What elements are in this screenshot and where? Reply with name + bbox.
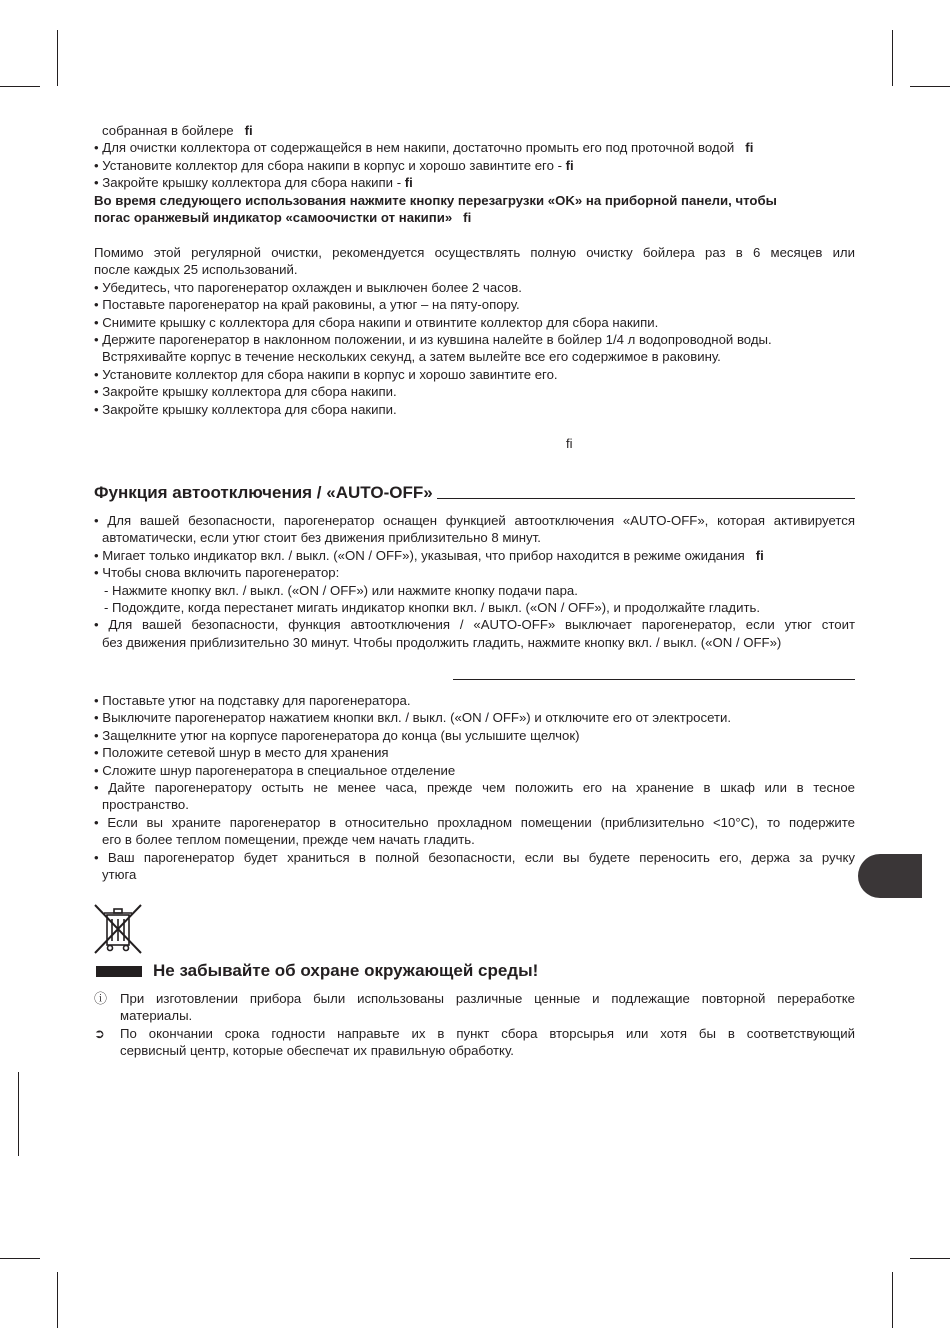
text-line: Во время следующего использования нажмите кнопку перезагрузки «OK» на приборной панели, чтобы bbox=[94, 192, 777, 208]
text-line: • Если вы храните парогенератор в относительно прохладном помещении (приблизительно <10°C), то подержите bbox=[94, 814, 855, 830]
text-line: • Снимите крышку с коллектора для сбора накипи и отвинтите коллектор для сбора накипи. bbox=[94, 314, 659, 330]
storage-heading-rule bbox=[453, 679, 855, 680]
environment-item bbox=[94, 990, 855, 1025]
text-line: • Закройте крышку коллектора для сбора накипи. bbox=[94, 401, 397, 417]
autooff-section bbox=[94, 512, 855, 651]
text-line: • Дайте парогенератору остыть не менее часа, прежде чем положить его на хранение в шкаф или в тесное bbox=[94, 780, 855, 796]
text-line: • Защелкните утюг на корпусе парогенератора до конца (вы услышите щелчок) bbox=[94, 727, 580, 743]
text-line: • Поставьте утюг на подставку для парогенератора. bbox=[94, 693, 411, 708]
text-line: автоматически, если утюг стоит без движения приблизительно 8 минут. bbox=[102, 530, 541, 546]
text-line: после каждых 25 использований. bbox=[94, 262, 298, 278]
step-icon-ref: fi bbox=[404, 175, 413, 191]
crop-mark bbox=[57, 30, 58, 86]
page-edge-tab bbox=[858, 854, 922, 898]
text-line: без движения приблизительно 30 минут. Чтобы продолжить гладить, нажмите кнопку вкл. / выкл. («ON / OFF») bbox=[102, 634, 782, 650]
crossed-out-bin-icon bbox=[93, 903, 143, 955]
text-line: сервисный центр, которые обеспечат их правильную обработку. bbox=[120, 1043, 514, 1059]
crop-mark bbox=[892, 30, 893, 86]
text-line bbox=[94, 139, 855, 156]
text-line: • Держите парогенератор в наклонном положении, и из кувшина налейте в бойлер 1/4 л водопроводной воды. bbox=[94, 332, 772, 348]
full-cleaning-section bbox=[94, 244, 855, 418]
crop-mark bbox=[0, 1258, 40, 1259]
text-line: • Установите коллектор для сбора накипи в корпус и хорошо завинтите его. bbox=[94, 366, 558, 382]
environment-item-text bbox=[120, 990, 855, 1025]
text-span: • Мигает только индикатор вкл. / выкл. («ON / OFF»), указывая, что прибор находится в режиме ожидания bbox=[94, 547, 745, 563]
text-line: его в более теплом помещении, прежде чем начать гладить. bbox=[102, 832, 475, 848]
text-line: пространство. bbox=[102, 797, 189, 813]
environment-item bbox=[94, 1025, 855, 1060]
text-span: погас оранжевый индикатор «самоочистки от накипи» bbox=[94, 210, 453, 226]
text-line: - Нажмите кнопку вкл. / выкл. («ON / OFF») или нажмите кнопку подачи пара. bbox=[104, 582, 578, 598]
autooff-heading-row bbox=[94, 483, 855, 503]
descaling-continued bbox=[94, 122, 855, 226]
text-line bbox=[94, 174, 855, 191]
text-line: • Поставьте парогенератор на край раковины, а утюг – на пяту-опору. bbox=[94, 297, 520, 313]
crop-mark bbox=[892, 1272, 893, 1328]
step-icon-ref: fi bbox=[463, 210, 472, 226]
text-line: материалы. bbox=[120, 1008, 193, 1024]
text-line bbox=[94, 157, 855, 174]
step-icon-ref: fi bbox=[755, 547, 764, 563]
text-span: • Закройте крышку коллектора для сбора накипи - bbox=[94, 175, 402, 191]
text-line: • Выключите парогенератор нажатием кнопки вкл. / выкл. («ON / OFF») и отключите его от электросети. bbox=[94, 710, 732, 726]
text-line bbox=[94, 122, 855, 139]
heading-rule bbox=[437, 498, 855, 499]
text-line: • Для вашей безопасности, функция автоотключения / «AUTO-OFF» выключает парогенератор, если утюг стоит bbox=[94, 617, 855, 633]
text-line: - Подождите, когда перестанет мигать индикатор кнопки вкл. / выкл. («ON / OFF»), и продолжайте гладить. bbox=[104, 600, 761, 616]
storage-section bbox=[94, 692, 855, 883]
text-line: • Убедитесь, что парогенератор охлажден и выключен более 2 часов. bbox=[94, 279, 522, 295]
heading-marker-bar bbox=[96, 966, 142, 977]
text-line: • Сложите шнур парогенератора в специальное отделение bbox=[94, 762, 456, 778]
info-circle-icon: ⓘ bbox=[94, 991, 108, 1006]
text-span: • Для очистки коллектора от содержащейся в нем накипи, достаточно промыть его под проточной водой bbox=[94, 140, 735, 156]
text-line bbox=[94, 209, 855, 226]
crop-mark bbox=[0, 86, 40, 87]
step-icon-ref: fi bbox=[745, 140, 754, 156]
section-heading: Функция автоотключения / «AUTO-OFF» bbox=[94, 483, 433, 502]
text-line: • Чтобы снова включить парогенератор: bbox=[94, 565, 340, 581]
step-icon-ref: fi bbox=[565, 157, 574, 173]
crop-mark bbox=[910, 1258, 950, 1259]
text-line: • Положите сетевой шнур в место для хранения bbox=[94, 745, 389, 761]
arrow-right-icon: ➲ bbox=[94, 1026, 105, 1041]
text-line: • Для вашей безопасности, парогенератор оснащен функцией автоотключения «AUTO-OFF», которая активируется bbox=[94, 513, 855, 528]
step-icon-ref: fi bbox=[244, 123, 253, 138]
text-line: • Закройте крышку коллектора для сбора накипи. bbox=[94, 384, 397, 400]
environment-item-text bbox=[120, 1025, 855, 1060]
text-line: По окончании срока годности направьте их в пункт сбора вторсырья или хотя бы в соответствующий bbox=[120, 1026, 855, 1041]
text-line: При изготовлении прибора были использованы различные ценные и подлежащие повторной переработке bbox=[120, 991, 855, 1006]
environment-heading: Не забывайте об охране окружающей среды! bbox=[153, 961, 539, 980]
crop-mark bbox=[910, 86, 950, 87]
text-line: утюга bbox=[102, 867, 137, 883]
text-line: Помимо этой регулярной очистки, рекомендуется осуществлять полную очистку бойлера раз в 6 месяцев или bbox=[94, 245, 855, 260]
text-line: • Ваш парогенератор будет храниться в полной безопасности, если вы будете переносить его, держа за ручку bbox=[94, 849, 855, 865]
margin-line bbox=[18, 1072, 19, 1156]
text-line bbox=[94, 547, 855, 564]
text-span: • Установите коллектор для сбора накипи в корпус и хорошо завинтите его - bbox=[94, 157, 562, 173]
text-line: Встряхивайте корпус в течение нескольких секунд, а затем вылейте все его содержимое в раковину. bbox=[102, 349, 721, 365]
crop-mark bbox=[57, 1272, 58, 1328]
text-span: собранная в бойлере bbox=[102, 123, 234, 138]
step-icon-ref: fi bbox=[566, 436, 573, 451]
